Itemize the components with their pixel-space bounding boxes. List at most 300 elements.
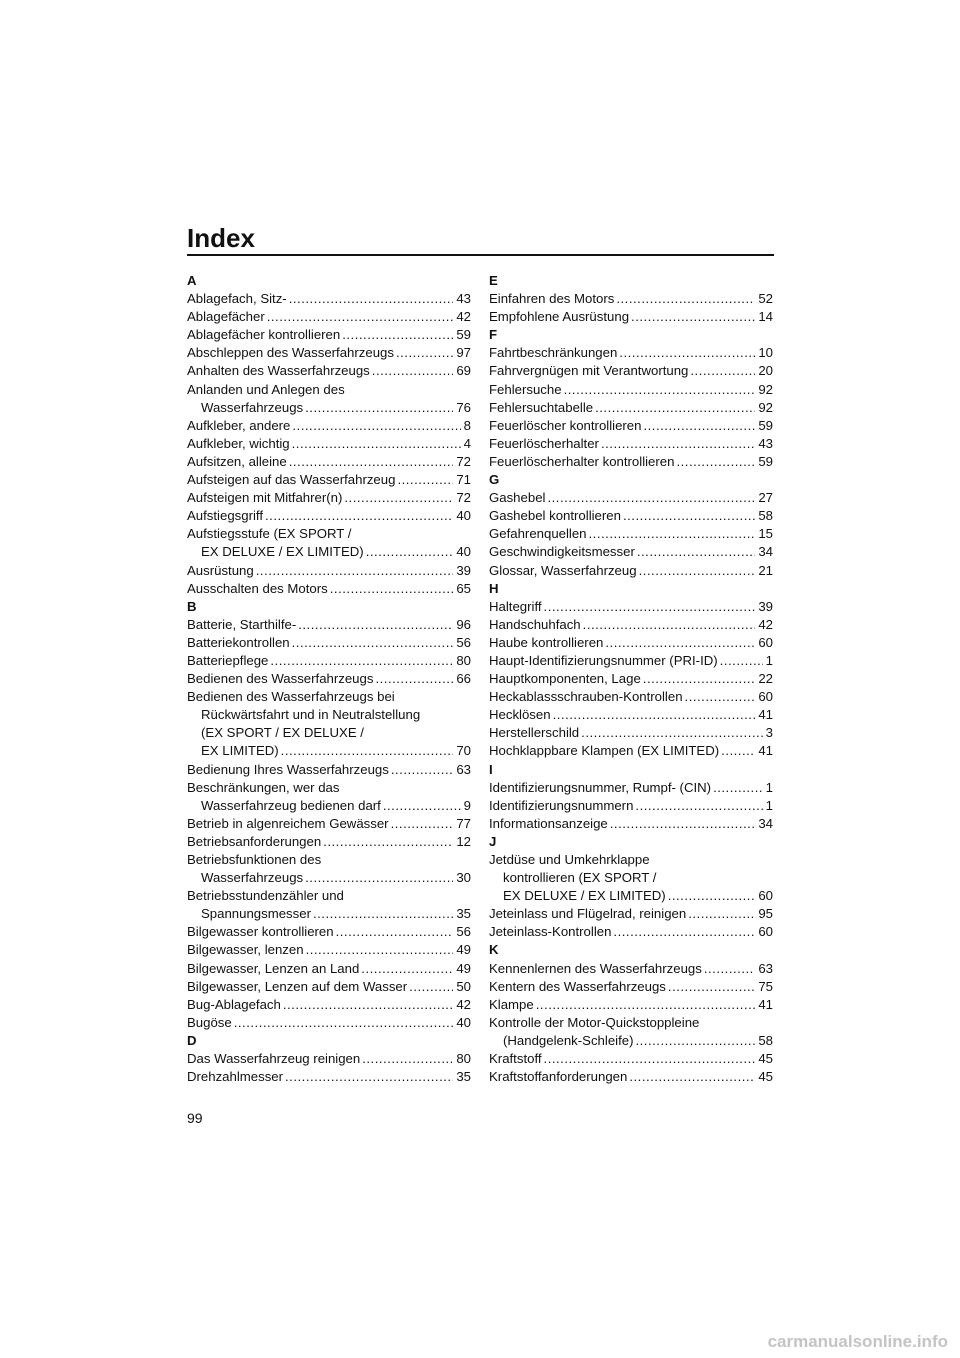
index-entry-label: Betrieb in algenreichem Gewässer xyxy=(187,815,389,831)
dot-leader xyxy=(613,923,755,941)
index-entry-page: 96 xyxy=(456,616,471,632)
index-entry-page: 65 xyxy=(456,580,471,596)
index-entry-page: 58 xyxy=(758,508,773,524)
index-entry-page: 45 xyxy=(758,1069,773,1085)
dot-leader xyxy=(623,507,755,525)
index-entry-label: Beschränkungen, wer das xyxy=(187,779,340,795)
dot-leader xyxy=(292,435,461,453)
index-entry-label: Aufstiegsstufe (EX SPORT / xyxy=(187,526,352,542)
index-entry-page: 92 xyxy=(758,381,773,397)
dot-leader xyxy=(289,453,454,471)
index-entry-label: Ablagefächer kontrollieren xyxy=(187,327,341,343)
index-entry-page: 66 xyxy=(456,671,471,687)
index-entry-page: 56 xyxy=(456,634,471,650)
index-entry xyxy=(489,362,773,380)
index-entry xyxy=(187,634,471,652)
dot-leader xyxy=(362,1050,453,1068)
index-entry-label: Gashebel xyxy=(489,490,546,506)
dot-leader xyxy=(313,905,453,923)
index-entry-page: 59 xyxy=(758,417,773,433)
dot-leader xyxy=(589,525,756,543)
dot-leader xyxy=(639,562,756,580)
index-entry-label: Hauptkomponenten, Lage xyxy=(489,671,641,687)
page-number: 99 xyxy=(187,1110,203,1126)
index-entry xyxy=(489,417,773,435)
index-entry-label: Kentern des Wasserfahrzeugs xyxy=(489,978,666,994)
index-entry xyxy=(187,507,471,525)
dot-leader xyxy=(704,960,755,978)
index-entry-page: 52 xyxy=(758,291,773,307)
index-entry-label: Kontrolle der Motor-Quickstoppleine xyxy=(489,1014,700,1030)
index-entry-page: 92 xyxy=(758,399,773,415)
index-entry xyxy=(489,344,773,362)
index-entry-page: 34 xyxy=(758,544,773,560)
index-entry xyxy=(489,797,773,815)
dot-leader xyxy=(685,688,756,706)
index-entry-page: 41 xyxy=(758,996,773,1012)
index-entry xyxy=(187,688,471,760)
index-entry-page: 1 xyxy=(765,779,773,795)
dot-leader xyxy=(292,417,460,435)
index-entry-page: 60 xyxy=(758,689,773,705)
dot-leader xyxy=(375,670,453,688)
dot-leader xyxy=(635,1032,755,1050)
index-entry-page: 39 xyxy=(456,562,471,578)
index-entry-label: Heckablassschrauben-Kontrollen xyxy=(489,689,683,705)
index-entry xyxy=(489,815,773,833)
index-entry-page: 40 xyxy=(456,544,471,560)
index-entry-label: Bilgewasser kontrollieren xyxy=(187,924,334,940)
index-letter-heading: F xyxy=(489,327,498,343)
index-entry-label: Drehzahlmesser xyxy=(187,1069,284,1085)
index-entry-label: Rückwärtsfahrt und in Neutralstellung xyxy=(201,707,421,723)
index-entry-label: Bug-Ablagefach xyxy=(187,996,281,1012)
dot-leader xyxy=(306,941,454,959)
index-entry-label: Empfohlene Ausrüstung xyxy=(489,309,630,325)
index-entry xyxy=(489,742,773,760)
dot-leader xyxy=(643,670,756,688)
index-entry-page: 43 xyxy=(456,291,471,307)
dot-leader xyxy=(595,399,755,417)
index-entry xyxy=(187,471,471,489)
index-entry-page: 1 xyxy=(765,652,773,668)
index-entry xyxy=(187,978,471,996)
index-entry xyxy=(187,833,471,851)
index-entry-label: Haltegriff xyxy=(489,598,542,614)
index-letter-heading: B xyxy=(187,598,197,614)
dot-leader xyxy=(631,308,755,326)
index-entry-label: Betriebsfunktionen des xyxy=(187,852,322,867)
dot-leader xyxy=(265,507,453,525)
index-entry-label: EX DELUXE / EX LIMITED) xyxy=(201,544,364,560)
index-entry xyxy=(489,1068,773,1086)
index-entry-page: 40 xyxy=(456,1014,471,1030)
dot-leader xyxy=(605,634,755,652)
index-letter-heading: I xyxy=(489,761,493,777)
index-entry-page: 72 xyxy=(456,490,471,506)
dot-leader xyxy=(292,634,454,652)
index-entry-label: Kraftstoff xyxy=(489,1051,542,1067)
index-entry xyxy=(489,996,773,1014)
index-entry-page: 97 xyxy=(456,345,471,361)
dot-leader xyxy=(323,833,453,851)
index-entry-label: Aufsteigen mit Mitfahrer(n) xyxy=(187,490,343,506)
dot-leader xyxy=(336,923,454,941)
index-entry xyxy=(187,1068,471,1086)
index-entry-page: 4 xyxy=(463,435,471,451)
index-column-left xyxy=(187,272,471,1086)
dot-leader xyxy=(643,417,755,435)
dot-leader xyxy=(372,362,454,380)
index-entry-label: Batterie, Starthilfe- xyxy=(187,616,297,632)
index-entry xyxy=(187,960,471,978)
index-entry-page: 45 xyxy=(758,1051,773,1067)
index-entry-label: Betriebsanforderungen xyxy=(187,833,322,849)
dot-leader xyxy=(544,1050,756,1068)
index-letter-heading: H xyxy=(489,580,499,596)
index-entry xyxy=(489,960,773,978)
index-entry-page: 15 xyxy=(758,526,773,542)
dot-leader xyxy=(635,797,762,815)
index-entry xyxy=(187,362,471,380)
page-header xyxy=(187,224,774,256)
index-entry-label: Fehlersuche xyxy=(489,381,562,397)
index-entry xyxy=(187,417,471,435)
dot-leader xyxy=(668,887,756,905)
index-entry-page: 41 xyxy=(758,743,773,759)
index-entry-page: 50 xyxy=(456,978,471,994)
dot-leader xyxy=(391,761,453,779)
index-entry xyxy=(489,923,773,941)
index-entry xyxy=(489,435,773,453)
page-title: Index xyxy=(187,223,255,253)
index-entry xyxy=(187,652,471,670)
index-entry-page: 30 xyxy=(456,870,471,886)
index-entry-page: 1 xyxy=(765,797,773,813)
dot-leader xyxy=(267,308,454,326)
dot-leader xyxy=(690,362,755,380)
index-entry xyxy=(187,923,471,941)
index-entry-label: Ablagefach, Sitz- xyxy=(187,291,287,307)
dot-leader xyxy=(342,326,453,344)
dot-leader xyxy=(601,435,755,453)
dot-leader xyxy=(391,815,454,833)
index-entry-label: Hochklappbare Klampen (EX LIMITED) xyxy=(489,743,720,759)
index-entry-page: 49 xyxy=(456,942,471,958)
index-entry-label: EX LIMITED) xyxy=(201,743,279,759)
index-entry xyxy=(187,670,471,688)
index-entry-page: 8 xyxy=(463,417,471,433)
dot-leader xyxy=(616,290,755,308)
index-entry-page: 95 xyxy=(758,906,773,922)
index-entry-label: Informationsanzeige xyxy=(489,815,608,831)
index-entry xyxy=(187,616,471,634)
index-entry xyxy=(187,525,471,561)
index-entry-page: 80 xyxy=(456,652,471,668)
index-entry xyxy=(187,851,471,887)
watermark: carmanualsonline.info xyxy=(767,1332,948,1351)
index-entry-page: 41 xyxy=(758,707,773,723)
index-entry xyxy=(187,308,471,326)
index-entry-page: 77 xyxy=(456,815,471,831)
index-entry xyxy=(489,489,773,507)
index-entry xyxy=(187,1014,471,1032)
index-entry-label: Jeteinlass-Kontrollen xyxy=(489,924,612,940)
index-entry-label: Identifizierungsnummer, Rumpf- (CIN) xyxy=(489,779,712,795)
index-entry-label: Haupt-Identifizierungsnummer (PRI-ID) xyxy=(489,652,718,668)
index-entry xyxy=(187,1050,471,1068)
index-entry-page: 60 xyxy=(758,924,773,940)
index-entry xyxy=(489,507,773,525)
dot-leader xyxy=(668,978,755,996)
index-entry-page: 10 xyxy=(758,345,773,361)
index-entry-label: Fahrvergnügen mit Verantwortung xyxy=(489,363,689,379)
index-entry-page: 35 xyxy=(456,906,471,922)
index-entry xyxy=(187,815,471,833)
index-entry xyxy=(187,562,471,580)
dot-leader xyxy=(721,742,755,760)
dot-leader xyxy=(544,598,756,616)
index-entry-label: Gashebel kontrollieren xyxy=(489,508,621,524)
dot-leader xyxy=(270,652,453,670)
index-entry-label: Betriebsstundenzähler und xyxy=(187,888,344,904)
index-entry-label: Geschwindigkeitsmesser xyxy=(489,544,635,560)
index-entry-page: 56 xyxy=(456,924,471,940)
index-entry-label: Bedienen des Wasserfahrzeugs xyxy=(187,671,374,687)
index-entry xyxy=(489,634,773,652)
dot-leader xyxy=(289,290,454,308)
index-entry-page: 20 xyxy=(758,363,773,379)
index-entry-label: Aufkleber, andere xyxy=(187,417,291,433)
dot-leader xyxy=(397,471,453,489)
index-entry-page: 59 xyxy=(758,453,773,469)
dot-leader xyxy=(553,706,756,724)
index-column-right xyxy=(489,272,773,1086)
index-entry-label: Herstellerschild xyxy=(489,725,580,741)
index-entry xyxy=(489,381,773,399)
index-entry xyxy=(489,652,773,670)
index-entry xyxy=(489,905,773,923)
index-entry-label: Wasserfahrzeugs xyxy=(201,870,304,886)
index-entry xyxy=(489,688,773,706)
index-entry xyxy=(489,670,773,688)
index-entry-label: (Handgelenk-Schleife) xyxy=(503,1032,634,1048)
index-entry-label: Feuerlöscherhalter kontrollieren xyxy=(489,453,675,469)
dot-leader xyxy=(564,381,756,399)
index-entry xyxy=(187,435,471,453)
index-entry xyxy=(187,996,471,1014)
index-entry-label: Aufstiegsgriff xyxy=(187,508,263,524)
index-entry xyxy=(489,779,773,797)
index-entry-page: 49 xyxy=(456,960,471,976)
index-entry xyxy=(187,326,471,344)
dot-leader xyxy=(409,978,453,996)
index-entry-label: Bedienung Ihres Wasserfahrzeugs xyxy=(187,761,389,777)
dot-leader xyxy=(283,996,453,1014)
index-entry-page: 71 xyxy=(456,472,471,488)
index-entry-page: 70 xyxy=(456,743,471,759)
index-entry-label: Kraftstoffanforderungen xyxy=(489,1069,628,1085)
index-entry xyxy=(489,1050,773,1068)
index-entry-label: Batteriepflege xyxy=(187,652,269,668)
index-entry xyxy=(489,543,773,561)
dot-leader xyxy=(536,996,756,1014)
index-entry-label: Ausrüstung xyxy=(187,562,254,578)
index-entry-page: 42 xyxy=(456,309,471,325)
index-entry xyxy=(489,706,773,724)
index-entry-label: Identifizierungsnummern xyxy=(489,797,634,813)
index-entry-page: 63 xyxy=(456,761,471,777)
dot-leader xyxy=(583,616,756,634)
index-entry-page: 3 xyxy=(765,725,773,741)
index-entry-label: Aufsitzen, alleine xyxy=(187,453,287,469)
index-entry-page: 69 xyxy=(456,363,471,379)
index-entry xyxy=(489,724,773,742)
index-entry-page: 39 xyxy=(758,598,773,614)
index-entry-label: Einfahren des Motors xyxy=(489,291,615,307)
index-entry-label: Jeteinlass und Flügelrad, reinigen xyxy=(489,906,687,922)
dot-leader xyxy=(285,1068,453,1086)
index-entry-label: Hecklösen xyxy=(489,707,551,723)
index-entry-label: Bugöse xyxy=(187,1014,232,1030)
index-entry-label: Ausschalten des Motors xyxy=(187,580,328,596)
index-entry xyxy=(489,598,773,616)
dot-leader xyxy=(619,344,755,362)
index-entry-label: Spannungsmesser xyxy=(201,906,311,922)
index-letter-heading: K xyxy=(489,942,499,958)
index-letter-heading: J xyxy=(489,833,497,849)
index-entry-page: 22 xyxy=(758,671,773,687)
index-entry xyxy=(489,290,773,308)
index-entry xyxy=(489,616,773,634)
dot-leader xyxy=(298,616,453,634)
index-entry-label: Fehlersuchtabelle xyxy=(489,399,594,415)
dot-leader xyxy=(629,1068,755,1086)
dot-leader xyxy=(330,580,454,598)
index-entry-page: 58 xyxy=(758,1032,773,1048)
index-entry-label: Bilgewasser, lenzen xyxy=(187,942,304,958)
index-entry-label: Gefahrenquellen xyxy=(489,526,587,542)
index-entry-page: 60 xyxy=(758,888,773,904)
index-entry-page: 80 xyxy=(456,1051,471,1067)
index-entry xyxy=(489,308,773,326)
index-entry-page: 34 xyxy=(758,815,773,831)
index-entry-label: Das Wasserfahrzeug reinigen xyxy=(187,1051,361,1067)
index-letter-heading: G xyxy=(489,472,500,488)
index-entry-page: 14 xyxy=(758,309,773,325)
index-letter-heading: E xyxy=(489,273,498,288)
index-entry xyxy=(489,1014,773,1050)
index-entry-page: 40 xyxy=(456,508,471,524)
dot-leader xyxy=(637,543,755,561)
index-entry-label: Jetdüse und Umkehrklappe xyxy=(489,852,650,867)
dot-leader xyxy=(305,399,453,417)
index-entry-label: Bedienen des Wasserfahrzeugs bei xyxy=(187,689,395,705)
index-entry-label: EX DELUXE / EX LIMITED) xyxy=(503,888,666,904)
dot-leader xyxy=(610,815,756,833)
index-entry-page: 72 xyxy=(456,453,471,469)
dot-leader xyxy=(234,1014,454,1032)
index-entry-label: Haube kontrollieren xyxy=(489,634,604,650)
dot-leader xyxy=(281,742,454,760)
index-entry-label: Glossar, Wasserfahrzeug xyxy=(489,562,637,578)
dot-leader xyxy=(720,652,763,670)
index-entry-page: 43 xyxy=(758,435,773,451)
index-entry xyxy=(187,887,471,923)
index-entry-label: Batteriekontrollen xyxy=(187,634,290,650)
index-entry-label: Wasserfahrzeugs xyxy=(201,399,304,415)
index-entry-page: 12 xyxy=(456,833,471,849)
dot-leader xyxy=(344,489,453,507)
dot-leader xyxy=(688,905,755,923)
dot-leader xyxy=(305,869,453,887)
index-entry xyxy=(187,779,471,815)
dot-leader xyxy=(366,543,454,561)
index-entry-page: 75 xyxy=(758,978,773,994)
index-entry-page: 60 xyxy=(758,634,773,650)
dot-leader xyxy=(547,489,755,507)
index-entry xyxy=(187,290,471,308)
index-entry xyxy=(489,978,773,996)
index-entry-label: Kennenlernen des Wasserfahrzeugs xyxy=(489,960,702,976)
index-entry-page: 27 xyxy=(758,490,773,506)
index-entry-label: Wasserfahrzeug bedienen darf xyxy=(201,797,381,813)
index-entry xyxy=(489,525,773,543)
index-entry-label: Feuerlöscher kontrollieren xyxy=(489,417,642,433)
dot-leader xyxy=(396,344,453,362)
index-entry xyxy=(187,941,471,959)
index-letter-heading: A xyxy=(187,273,197,288)
index-entry-label: Fahrtbeschränkungen xyxy=(489,345,618,361)
index-entry xyxy=(489,851,773,905)
index-entry xyxy=(489,562,773,580)
index-entry-page: 42 xyxy=(456,996,471,1012)
index-entry-label: Bilgewasser, Lenzen an Land xyxy=(187,960,360,976)
index-letter-heading: D xyxy=(187,1032,197,1048)
index-entry-page: 76 xyxy=(456,399,471,415)
index-entry-label: Feuerlöscherhalter xyxy=(489,435,599,451)
dot-leader xyxy=(361,960,453,978)
index-entry-label: Handschuhfach xyxy=(489,616,581,632)
index-entry-label: (EX SPORT / EX DELUXE / xyxy=(201,725,364,741)
index-entry-label: Ablagefächer xyxy=(187,309,265,325)
index-entry-label: Klampe xyxy=(489,996,534,1012)
index-entry xyxy=(187,580,471,598)
dot-leader xyxy=(256,562,454,580)
index-entry xyxy=(489,399,773,417)
index-entry-label: Aufkleber, wichtig xyxy=(187,435,290,451)
index-entry-label: Bilgewasser, Lenzen auf dem Wasser xyxy=(187,978,408,994)
index-entry-page: 59 xyxy=(456,327,471,343)
dot-leader xyxy=(383,797,461,815)
index-entry-label: kontrollieren (EX SPORT / xyxy=(503,870,657,886)
index-entry xyxy=(489,453,773,471)
index-entry xyxy=(187,489,471,507)
index-entry-page: 35 xyxy=(456,1069,471,1085)
index-entry-page: 42 xyxy=(758,616,773,632)
index-entry-label: Aufsteigen auf das Wasserfahrzeug xyxy=(187,472,396,488)
index-entry xyxy=(187,761,471,779)
index-entry xyxy=(187,344,471,362)
index-entry-page: 21 xyxy=(758,562,773,578)
index-entry-page: 9 xyxy=(463,797,471,813)
index-entry xyxy=(187,381,471,417)
index-entry-label: Abschleppen des Wasserfahrzeugs xyxy=(187,345,394,361)
dot-leader xyxy=(676,453,755,471)
index-entry-label: Anhalten des Wasserfahrzeugs xyxy=(187,363,370,379)
index-entry-page: 63 xyxy=(758,960,773,976)
dot-leader xyxy=(713,779,763,797)
